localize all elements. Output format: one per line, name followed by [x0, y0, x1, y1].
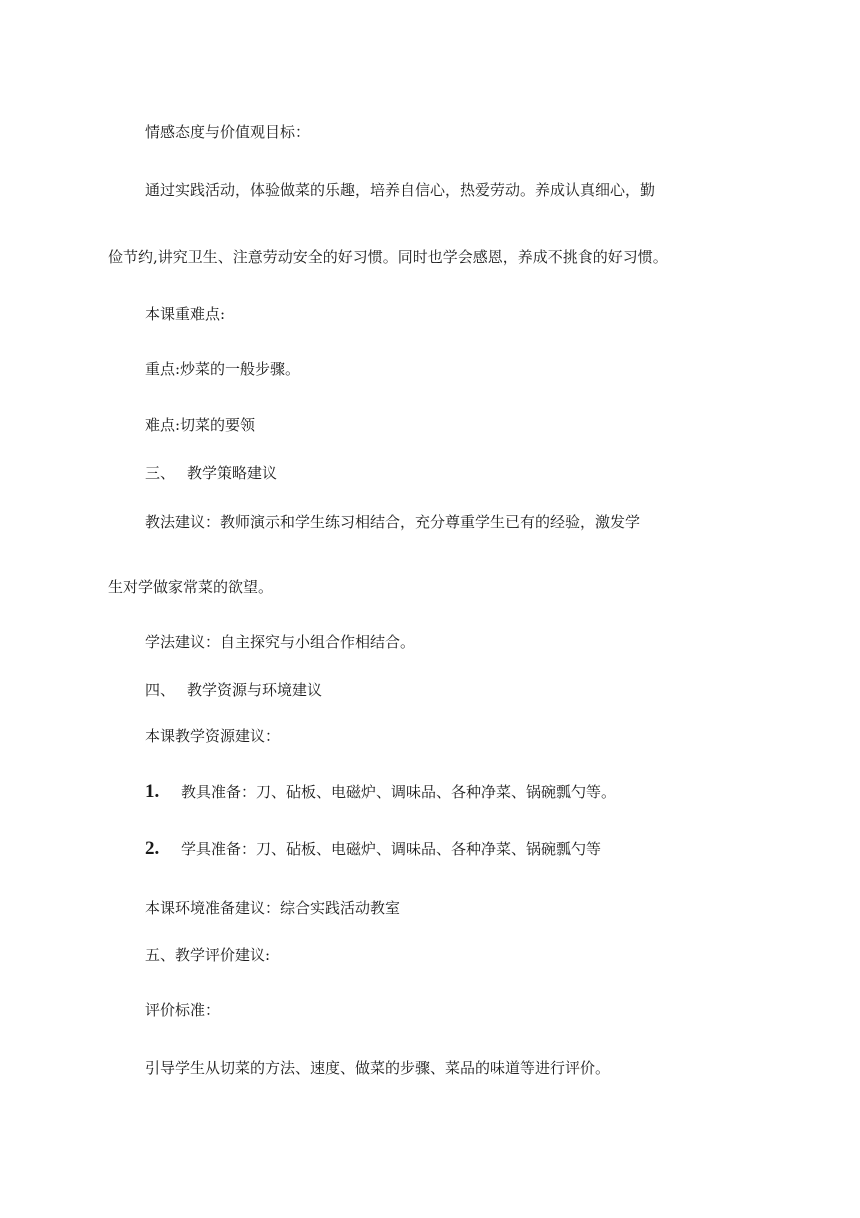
paragraph-line: 教法建议：教师演示和学生练习相结合，充分尊重学生已有的经验，激发学 — [145, 513, 641, 531]
paragraph-line: 生对学做家常菜的欲望。 — [108, 578, 274, 596]
section-heading-5: 五、教学评价建议: — [145, 946, 271, 964]
section-number: 三、 — [145, 464, 176, 482]
list-item — [145, 839, 601, 859]
section-title: 教学策略建议 — [187, 464, 278, 482]
section-heading-4 — [145, 680, 322, 700]
paragraph-line: 难点:切菜的要领 — [145, 416, 256, 434]
section-number: 四、 — [145, 681, 176, 699]
heading-emotional-goals: 情感态度与价值观目标： — [145, 123, 311, 141]
paragraph-line: 通过实践活动，体验做菜的乐趣，培养自信心，热爱劳动。养成认真细心，勤 — [145, 181, 656, 199]
paragraph-line: 本课教学资源建议： — [145, 727, 281, 745]
paragraph-line: 重点:炒菜的一般步骤。 — [145, 360, 301, 378]
section-heading-3 — [145, 463, 277, 483]
list-item — [145, 782, 616, 802]
paragraph-line: 学法建议：自主探究与小组合作相结合。 — [145, 633, 416, 651]
list-number: 1. — [145, 781, 160, 802]
heading-key-points: 本课重难点: — [145, 305, 226, 323]
section-title: 教学资源与环境建议 — [187, 681, 323, 699]
list-item-text: 教具准备：刀、砧板、电磁炉、调味品、各种净菜、锅碗瓢勺等。 — [181, 783, 617, 801]
paragraph-line: 俭节约,讲究卫生、注意劳动安全的好习惯。同时也学会感恩，养成不挑食的好习惯。 — [108, 248, 668, 266]
heading-evaluation-criteria: 评价标准： — [145, 1001, 221, 1019]
paragraph-line: 本课环境准备建议：综合实践活动教室 — [145, 899, 401, 917]
list-number: 2. — [145, 838, 160, 859]
list-item-text: 学具准备：刀、砧板、电磁炉、调味品、各种净菜、锅碗瓢勺等 — [181, 840, 602, 858]
paragraph-line: 引导学生从切菜的方法、速度、做菜的步骤、菜品的味道等进行评价。 — [145, 1059, 611, 1077]
